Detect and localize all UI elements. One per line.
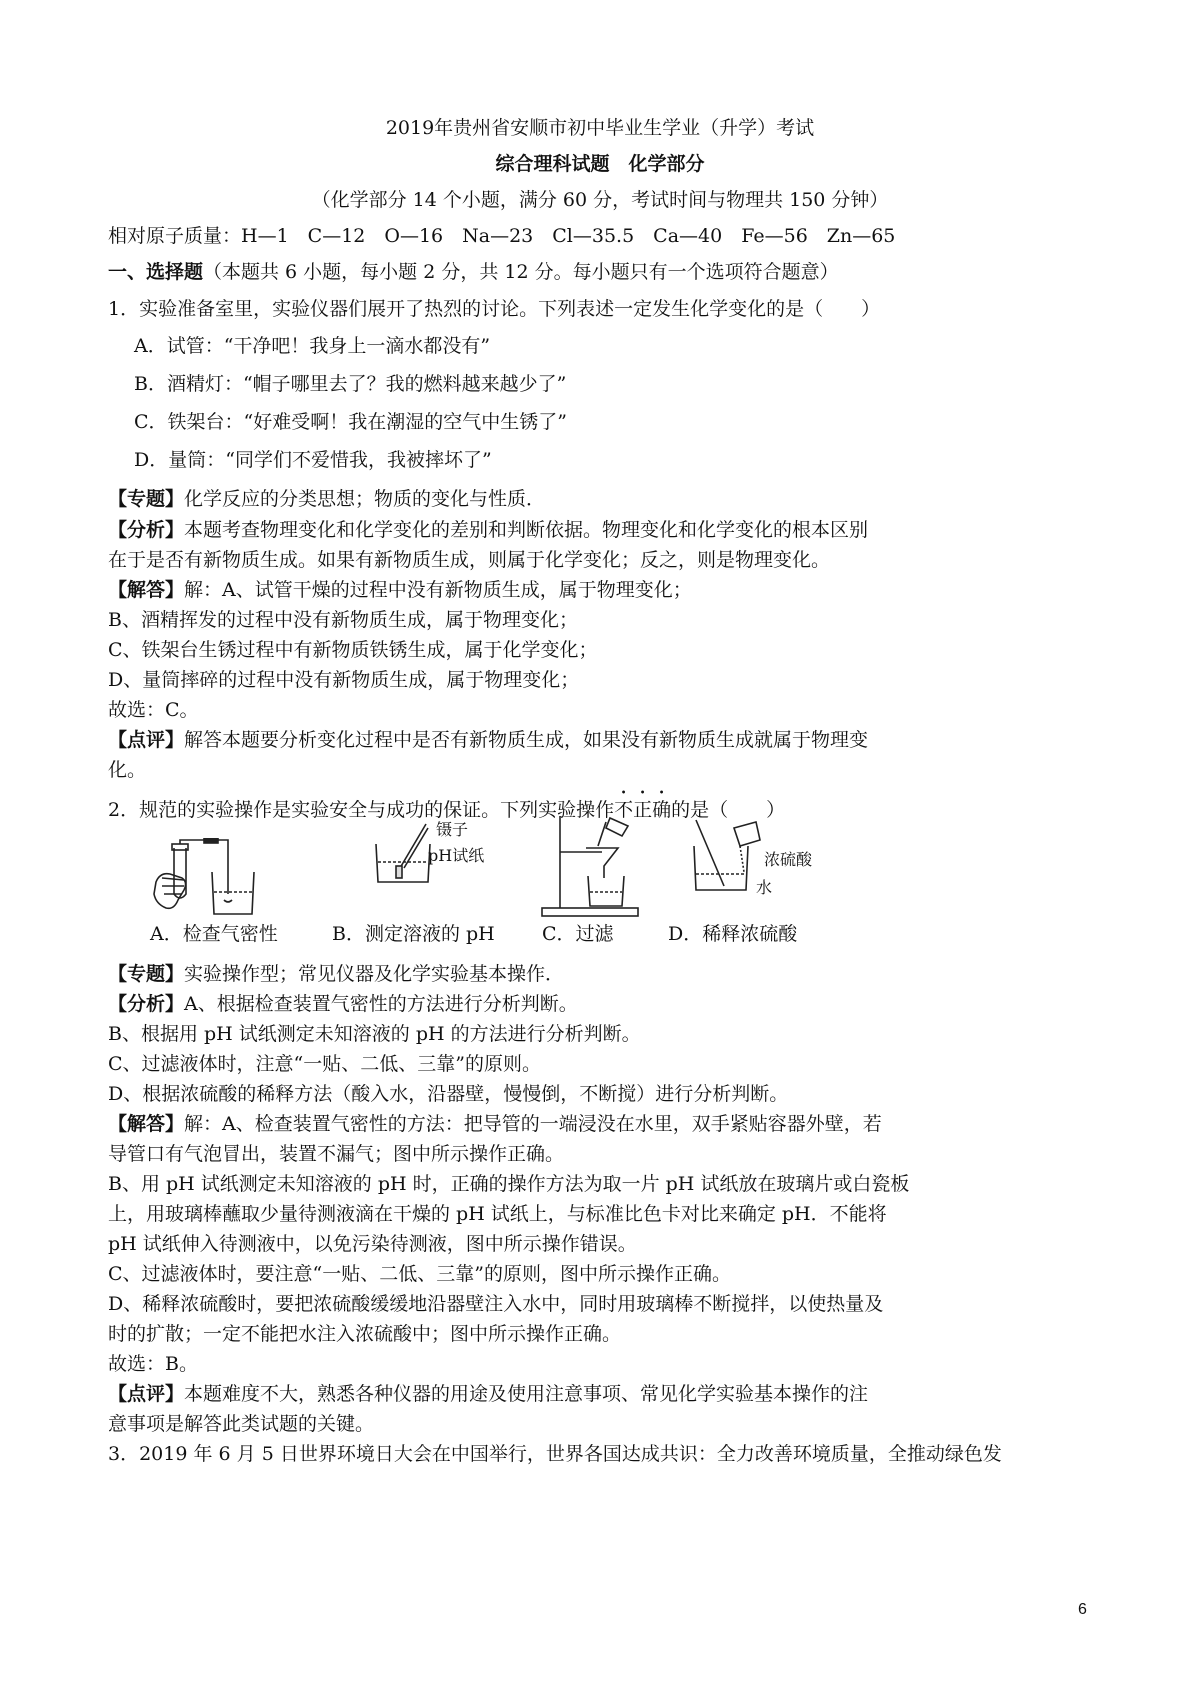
section-heading: [108, 260, 839, 284]
q1-topic-tag: 【专题】: [108, 488, 185, 510]
q1-answer-line-1: [108, 578, 692, 602]
figure-d-label-acid: 浓硫酸: [764, 850, 813, 869]
q2-answer-line-2: 导管口有气泡冒出，装置不漏气；图中所示操作正确。: [108, 1143, 565, 1165]
receiving-beaker: [588, 876, 624, 906]
q2-answer-line-1: [108, 1112, 882, 1136]
figure-b-caption: B．测定溶液的 pH: [332, 923, 495, 945]
q1-option-a: A．试管：“干净吧！我身上一滴水都没有”: [134, 335, 491, 357]
q2-analysis-line-4: D、根据浓硫酸的稀释方法（酸入水，沿器壁，慢慢倒，不断搅）进行分析判断。: [108, 1083, 789, 1105]
q1-option-c: C．铁架台：“好难受啊！我在潮湿的空气中生锈了”: [134, 411, 567, 433]
q2-answer-line-9: 故选：B。: [108, 1353, 198, 1375]
q2-comment-line-1: [108, 1382, 868, 1406]
q1-answer-line-5: 故选：C。: [108, 699, 199, 721]
stirring-rod: [696, 820, 724, 886]
q2-answer-line-4: 上，用玻璃棒蘸取少量待测液滴在干燥的 pH 试纸上，与标准比色卡对比来确定 pH．不能将: [108, 1203, 887, 1225]
figure-d-label-water: 水: [756, 878, 773, 897]
q2-stem-emphasis: 不正确: [614, 799, 672, 821]
q1-answer-line-4: D、量筒摔碎的过程中没有新物质生成，属于物理变化；: [108, 669, 580, 691]
figure-b-label-tweezers: 镊子: [436, 820, 469, 839]
q1-stem: 1．实验准备室里，实验仪器们展开了热烈的讨论。下列表述一定发生化学变化的是（ ）: [108, 298, 881, 320]
q2-topic-text: 实验操作型；常见仪器及化学实验基本操作．: [184, 963, 565, 985]
figure-c-filtration: [540, 812, 644, 918]
q1-comment-line-1: [108, 728, 868, 752]
q2-topic-tag: 【专题】: [108, 963, 185, 985]
q2-analysis-line-1: [108, 992, 578, 1016]
q2-stem-after: 的是（ ）: [671, 799, 786, 821]
figure-d-dilution: [690, 816, 764, 896]
section-heading-note: （本题共 6 小题，每小题 2 分，共 12 分。每小题只有一个选项符合题意）: [203, 261, 839, 283]
q2-answer-tag: 【解答】: [108, 1113, 185, 1135]
q1-analysis-tag: 【分析】: [108, 519, 185, 541]
page-number: 6: [1078, 1601, 1087, 1618]
glass-rod: [598, 822, 606, 846]
beaker-d: [694, 846, 748, 890]
section-heading-title: 一、选择题: [108, 261, 204, 283]
atomic-masses: 相对原子质量：H—1 C—12 O—16 Na—23 Cl—35.5 Ca—40 Fe—56 Zn—65: [108, 225, 896, 247]
figure-a-caption: A．检查气密性: [150, 923, 278, 945]
q1-option-d: D．量筒：“同学们不爱惜我，我被摔坏了”: [134, 449, 492, 471]
q3-stem: 3．2019 年 6 月 5 日世界环境日大会在中国举行，世界各国达成共识：全力改善环境质量，全推动绿色发: [108, 1443, 1002, 1465]
q2-analysis-line-2: B、根据用 pH 试纸测定未知溶液的 pH 的方法进行分析判断。: [108, 1023, 641, 1045]
q1-topic: [108, 487, 545, 511]
q1-option-b: B．酒精灯：“帽子哪里去了？我的燃料越来越少了”: [134, 373, 567, 395]
exam-note: （化学部分 14 个小题，满分 60 分，考试时间与物理共 150 分钟）: [311, 189, 889, 211]
q2-comment-text-1: 本题难度不大，熟悉各种仪器的用途及使用注意事项、常见化学实验基本操作的注: [184, 1383, 869, 1405]
exam-title: 2019年贵州省安顺市初中毕业生学业（升学）考试: [385, 117, 815, 139]
iron-stand-base: [542, 908, 638, 916]
q1-analysis-line-2: 在于是否有新物质生成。如果有新物质生成，则属于化学变化；反之，则是物理变化。: [108, 549, 831, 571]
q1-answer-text-1: 解：A、试管干燥的过程中没有新物质生成，属于物理变化；: [184, 579, 692, 601]
acid-beaker: [734, 822, 760, 846]
q1-analysis-text-1: 本题考查物理变化和化学变化的差别和判断依据。物理变化和化学变化的根本区别: [184, 519, 869, 541]
q2-answer-line-6: C、过滤液体时，要注意“一贴、二低、三靠”的原则，图中所示操作正确。: [108, 1263, 731, 1285]
q2-answer-text-1: 解：A、检查装置气密性的方法：把导管的一端浸没在水里，双手紧贴容器外壁，若: [184, 1113, 882, 1135]
q2-answer-line-3: B、用 pH 试纸测定未知溶液的 pH 时，正确的操作方法为取一片 pH 试纸放在玻璃片或白瓷板: [108, 1173, 910, 1195]
exam-subtitle: 综合理科试题 化学部分: [495, 153, 705, 175]
figure-d-caption: D．稀释浓硫酸: [668, 923, 798, 945]
q2-stem: [108, 788, 785, 822]
q1-answer-line-2: B、酒精挥发的过程中没有新物质生成，属于物理变化；: [108, 609, 578, 631]
q2-answer-line-5: pH 试纸伸入待测液中，以免污染待测液，图中所示操作错误。: [108, 1233, 637, 1255]
q2-stem-before: 2．规范的实验操作是实验安全与成功的保证。下列实验操作: [108, 799, 615, 821]
q1-comment-text-1: 解答本题要分析变化过程中是否有新物质生成，如果没有新物质生成就属于物理变: [184, 729, 869, 751]
q1-answer-tag: 【解答】: [108, 579, 185, 601]
q1-comment-tag: 【点评】: [108, 729, 185, 751]
q1-answer-line-3: C、铁架台生锈过程中有新物质铁锈生成，属于化学变化；: [108, 639, 598, 661]
q1-comment-line-2: 化。: [108, 759, 147, 781]
q2-comment-line-2: 意事项是解答此类试题的关键。: [108, 1413, 375, 1435]
q2-comment-tag: 【点评】: [108, 1383, 185, 1405]
q2-topic: [108, 962, 564, 986]
figure-b-label-ph-paper: pH试纸: [428, 846, 485, 865]
q2-answer-line-7: D、稀释浓硫酸时，要把浓硫酸缓缓地沿器壁注入水中，同时用玻璃棒不断搅拌，以使热量及: [108, 1293, 884, 1315]
q1-analysis-line-1: [108, 518, 868, 542]
q2-answer-line-8: 时的扩散；一定不能把水注入浓硫酸中；图中所示操作正确。: [108, 1323, 622, 1345]
figure-a-airtightness: [148, 838, 288, 920]
beaker-a: [212, 872, 254, 914]
q2-analysis-tag: 【分析】: [108, 993, 185, 1015]
pouring-beaker: [606, 818, 628, 836]
q2-analysis-text-1: A、根据检查装置气密性的方法进行分析判断。: [184, 993, 578, 1015]
q1-topic-text: 化学反应的分类思想；物质的变化与性质．: [184, 488, 546, 510]
delivery-tube: [180, 840, 228, 894]
figure-c-caption: C．过滤: [542, 923, 614, 945]
q2-analysis-line-3: C、过滤液体时，注意“一贴、二低、三靠”的原则。: [108, 1053, 541, 1075]
